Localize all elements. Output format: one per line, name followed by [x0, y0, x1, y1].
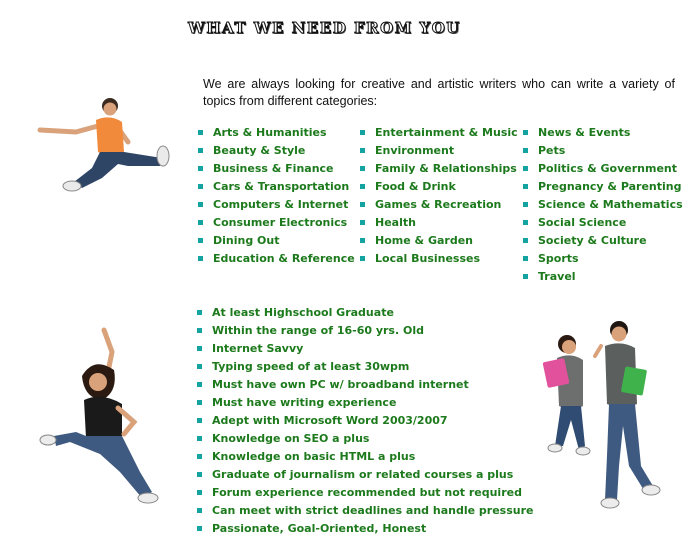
square-bullet-icon: [523, 274, 528, 279]
square-bullet-icon: [197, 382, 202, 387]
square-bullet-icon: [523, 238, 528, 243]
list-item: Sports: [523, 250, 683, 268]
square-bullet-icon: [197, 328, 202, 333]
list-item: Passionate, Goal-Oriented, Honest: [197, 520, 533, 538]
list-item: Adept with Microsoft Word 2003/2007: [197, 412, 533, 430]
category-list-column-3: [523, 124, 683, 286]
list-item: Knowledge on basic HTML a plus: [197, 448, 533, 466]
square-bullet-icon: [523, 184, 528, 189]
square-bullet-icon: [523, 202, 528, 207]
list-item: Games & Recreation: [360, 196, 518, 214]
square-bullet-icon: [197, 454, 202, 459]
list-item: Business & Finance: [198, 160, 355, 178]
square-bullet-icon: [198, 256, 203, 261]
square-bullet-icon: [198, 238, 203, 243]
square-bullet-icon: [198, 166, 203, 171]
square-bullet-icon: [523, 256, 528, 261]
jumping-woman-photo: [30, 322, 162, 508]
list-item: Pregnancy & Parenting: [523, 178, 683, 196]
square-bullet-icon: [198, 184, 203, 189]
square-bullet-icon: [523, 166, 528, 171]
square-bullet-icon: [360, 130, 365, 135]
list-item: Beauty & Style: [198, 142, 355, 160]
square-bullet-icon: [360, 184, 365, 189]
square-bullet-icon: [197, 472, 202, 477]
square-bullet-icon: [360, 238, 365, 243]
list-item: Computers & Internet: [198, 196, 355, 214]
requirements-list: [197, 304, 533, 538]
category-list-column-2: [360, 124, 518, 268]
list-item: At least Highschool Graduate: [197, 304, 533, 322]
list-item: Travel: [523, 268, 683, 286]
square-bullet-icon: [197, 508, 202, 513]
square-bullet-icon: [197, 400, 202, 405]
list-item: Local Businesses: [360, 250, 518, 268]
list-item: Health: [360, 214, 518, 232]
list-item: Food & Drink: [360, 178, 518, 196]
square-bullet-icon: [198, 130, 203, 135]
square-bullet-icon: [360, 202, 365, 207]
square-bullet-icon: [197, 346, 202, 351]
list-item: Home & Garden: [360, 232, 518, 250]
list-item: Social Science: [523, 214, 683, 232]
square-bullet-icon: [197, 310, 202, 315]
list-item: Education & Reference: [198, 250, 355, 268]
list-item: Must have own PC w/ broadband internet: [197, 376, 533, 394]
list-item: Must have writing experience: [197, 394, 533, 412]
list-item: Typing speed of at least 30wpm: [197, 358, 533, 376]
list-item: Pets: [523, 142, 683, 160]
list-item: Graduate of journalism or related courses a plus: [197, 466, 533, 484]
list-item: Arts & Humanities: [198, 124, 355, 142]
category-list-column-1: [198, 124, 355, 268]
list-item: Cars & Transportation: [198, 178, 355, 196]
list-item: Internet Savvy: [197, 340, 533, 358]
list-item: Knowledge on SEO a plus: [197, 430, 533, 448]
square-bullet-icon: [360, 148, 365, 153]
square-bullet-icon: [197, 418, 202, 423]
students-pair-photo: [525, 316, 670, 512]
square-bullet-icon: [197, 490, 202, 495]
square-bullet-icon: [523, 220, 528, 225]
square-bullet-icon: [523, 130, 528, 135]
list-item: Environment: [360, 142, 518, 160]
list-item: Forum experience recommended but not required: [197, 484, 533, 502]
square-bullet-icon: [198, 148, 203, 153]
square-bullet-icon: [198, 220, 203, 225]
jumping-man-photo: [30, 92, 170, 212]
square-bullet-icon: [197, 364, 202, 369]
square-bullet-icon: [360, 166, 365, 171]
list-item: Dining Out: [198, 232, 355, 250]
list-item: Consumer Electronics: [198, 214, 355, 232]
square-bullet-icon: [197, 526, 202, 531]
square-bullet-icon: [197, 436, 202, 441]
square-bullet-icon: [360, 220, 365, 225]
list-item: Society & Culture: [523, 232, 683, 250]
intro-paragraph: We are always looking for creative and artistic writers who can write a variety of topics from different categories:: [203, 77, 675, 108]
square-bullet-icon: [523, 148, 528, 153]
section-title: WHAT WE NEED FROM YOU: [188, 19, 461, 37]
list-item: News & Events: [523, 124, 683, 142]
square-bullet-icon: [198, 202, 203, 207]
list-item: Can meet with strict deadlines and handle pressure: [197, 502, 533, 520]
list-item: Politics & Government: [523, 160, 683, 178]
square-bullet-icon: [360, 256, 365, 261]
list-item: Family & Relationships: [360, 160, 518, 178]
list-item: Entertainment & Music: [360, 124, 518, 142]
list-item: Science & Mathematics: [523, 196, 683, 214]
list-item: Within the range of 16-60 yrs. Old: [197, 322, 533, 340]
